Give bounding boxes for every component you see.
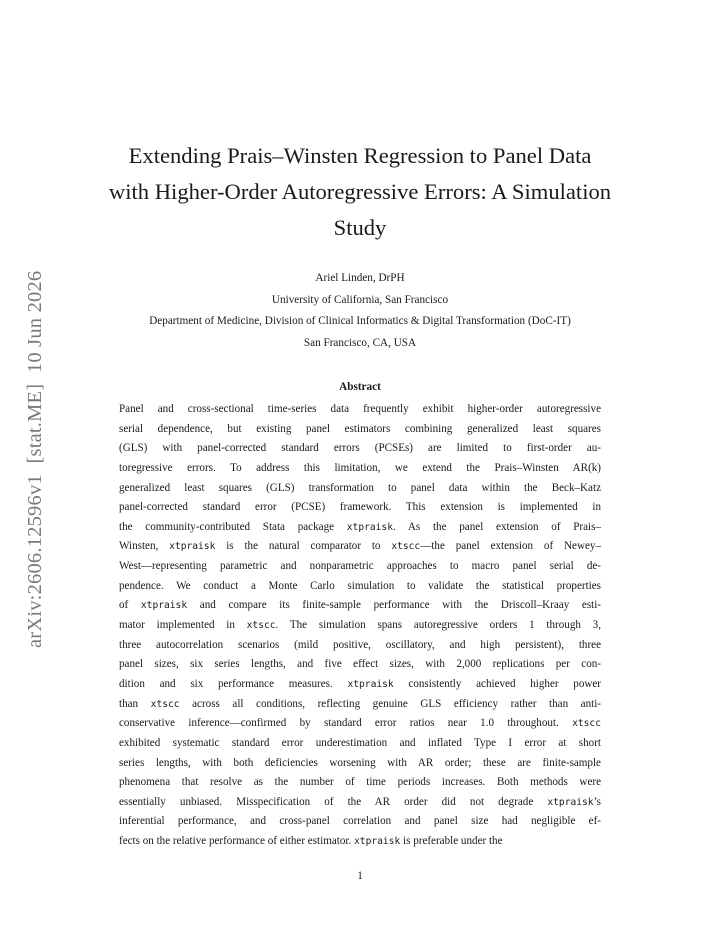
abstract-text: Winsten,: [119, 540, 170, 553]
abstract-text: . The simulation spans autoregressive orders 1 through 3,: [275, 619, 601, 632]
package-name-code: xtscc: [572, 718, 601, 730]
abstract-line: [119, 734, 601, 754]
abstract-text: toregressive errors. To address this limitation, we extend the Prais–Winsten AR(k): [119, 461, 601, 474]
abstract-text: panel sizes, six series lengths, and five effect sizes, with 2,000 replications per con-: [119, 658, 601, 671]
abstract-line: [119, 596, 601, 616]
abstract-line: [119, 420, 601, 440]
abstract-line: [119, 832, 601, 852]
abstract-text: —the panel extension of Newey–: [420, 540, 601, 553]
abstract-line: [119, 577, 601, 597]
abstract-text: exhibited systematic standard error underestimation and inflated Type I error at short: [119, 736, 601, 749]
abstract-line: [119, 479, 601, 499]
package-name-code: xtpraisk: [346, 521, 393, 533]
author-affiliation: University of California, San Francisco: [271, 293, 449, 306]
abstract-line: [119, 773, 601, 793]
abstract-text: the community-contributed Stata package: [119, 520, 347, 533]
abstract-line: [119, 518, 601, 538]
author-location: San Francisco, CA, USA: [303, 336, 417, 349]
package-name-code: xtpraisk: [547, 796, 594, 808]
package-name-code: xtscc: [150, 698, 180, 710]
package-name-code: xtpraisk: [169, 541, 216, 553]
abstract-text: West—representing parametric and nonparametric approaches to macro panel serial de-: [119, 560, 601, 573]
package-name-code: xtpraisk: [354, 836, 401, 848]
abstract-line: [119, 793, 601, 813]
abstract-text: . As the panel extension of Prais–: [393, 520, 601, 533]
abstract-text: pendence. We conduct a Monte Carlo simulation to validate the statistical properties: [119, 579, 601, 592]
title-line: with Higher-Order Autoregressive Errors: A Simulation: [108, 179, 612, 204]
abstract-line: [119, 498, 601, 518]
abstract-text: than: [119, 697, 151, 710]
abstract-line: [119, 714, 601, 734]
abstract-line: [119, 695, 601, 715]
abstract-text: series lengths, with both deficiencies worsening with AR order; these are finite-sample: [119, 756, 601, 769]
abstract-line: [119, 459, 601, 479]
package-name-code: xtpraisk: [140, 600, 188, 612]
abstract-line: [119, 400, 601, 420]
abstract-text: generalized least squares (GLS) transformation to panel data within the Beck–Katz: [119, 481, 601, 494]
author-name: Ariel Linden, DrPH: [315, 272, 405, 284]
author-department: Department of Medicine, Division of Clinical Informatics & Digital Transformation (DoC-IT): [149, 315, 571, 327]
abstract-text: (GLS) with panel-corrected standard errors (PCSEs) are limited to first-order au-: [119, 442, 601, 455]
abstract-line: [119, 655, 601, 675]
abstract-line: [119, 557, 601, 577]
abstract-line: [119, 616, 601, 636]
abstract-body: [119, 400, 601, 852]
page-number: 1: [357, 870, 363, 882]
abstract-text: of: [119, 599, 141, 612]
package-name-code: xtscc: [246, 620, 276, 632]
abstract-line: [119, 439, 601, 459]
package-name-code: xtpraisk: [347, 678, 394, 690]
abstract-text: and compare its finite-sample performance with the Driscoll–Kraay esti-: [187, 599, 602, 612]
author-block: [60, 268, 660, 354]
title-line: Study: [333, 215, 387, 240]
abstract-text: serial dependence, but existing panel estimators combining generalized least squares: [119, 422, 601, 435]
abstract-text: is preferable under the: [400, 835, 503, 848]
abstract-text: Panel and cross-sectional time-series data frequently exhibit higher-order autoregressive: [119, 403, 601, 415]
abstract-line: [119, 675, 601, 695]
abstract-text: across all conditions, reflecting genuine GLS efficiency rather than anti-: [179, 697, 602, 710]
abstract-text: three autocorrelation scenarios (mild positive, oscillatory, and high persistent), three: [119, 638, 601, 651]
abstract-text: inferential performance, and cross-panel correlation and panel size had negligible ef-: [119, 815, 601, 828]
abstract-line: [119, 812, 601, 832]
abstract-text: fects on the relative performance of either estimator.: [119, 835, 355, 848]
paper-title: [60, 138, 660, 246]
abstract-text: phenomena that resolve as the number of time periods increases. Both methods were: [119, 776, 601, 789]
abstract-line: [119, 537, 601, 557]
package-name-code: xtscc: [391, 541, 421, 553]
abstract-text: ’s: [593, 795, 601, 808]
abstract-text: dition and six performance measures.: [119, 677, 348, 690]
abstract-text: essentially unbiased. Misspecification of the AR order did not degrade: [119, 795, 548, 808]
abstract-text: conservative inference—confirmed by standard error ratios near 1.0 throughout.: [119, 717, 573, 730]
abstract-text: is the natural comparator to: [215, 540, 392, 553]
abstract-text: consistently achieved higher power: [393, 677, 602, 690]
title-line: Extending Prais–Winsten Regression to Panel Data: [128, 143, 592, 168]
abstract-line: [119, 636, 601, 656]
abstract-heading: Abstract: [339, 381, 381, 393]
abstract-text: mator implemented in: [119, 619, 247, 632]
abstract-text: panel-corrected standard error (PCSE) framework. This extension is implemented in: [119, 501, 601, 514]
abstract-line: [119, 754, 601, 774]
arxiv-identifier: arXiv:2606.12596v1 [stat.ME] 10 Jun 2026: [24, 270, 46, 648]
